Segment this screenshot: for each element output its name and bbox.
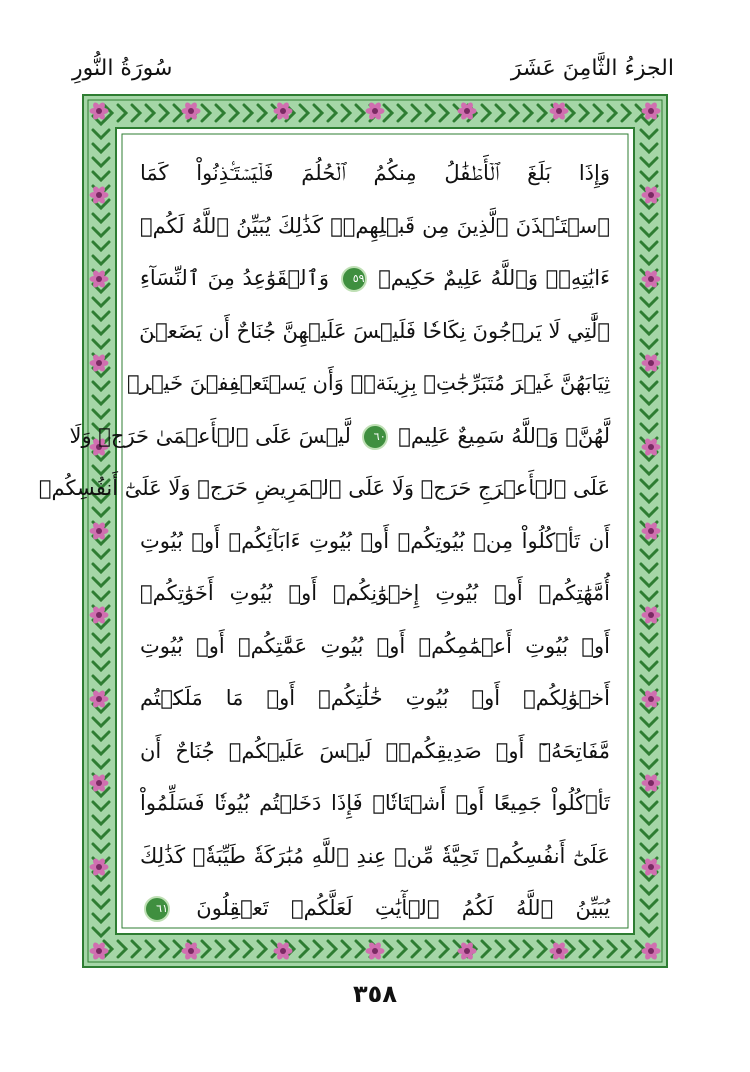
verse-text: أَوۡ بُيُوتِ أَعۡمَٰمِكُمۡ أَوۡ بُيُوتِ عَمَّٰتِكُمۡ أَوۡ بُيُوتِ [140, 633, 610, 658]
verse-line [140, 150, 610, 196]
verse-line [126, 360, 610, 406]
verse-text: لَّيۡسَ عَلَى ٱلۡأَعۡمَىٰ حَرَجٞ وَلَا [69, 423, 351, 448]
verse-line [140, 255, 610, 301]
verse-text: لَّهُنَّۗ وَٱللَّهُ سَمِيعٌ عَلِيمٞ [398, 423, 610, 448]
verse-line [140, 623, 610, 669]
verse-text: ءَايَٰتِهِۦۗ وَٱللَّهُ عَلِيمٌ حَكِيمٞ [378, 266, 610, 290]
verse-text: أَن تَأۡكُلُواْ مِنۢ بُيُوتِكُمۡ أَوۡ بُيُوتِ ءَابَآئِكُمۡ أَوۡ بُيُوتِ [140, 528, 610, 553]
verse-text: ثِيَابَهُنَّ غَيۡرَ مُتَبَرِّجَٰتِۭ بِزِينَةٖۖ وَأَن يَسۡتَعۡفِفۡنَ خَيۡرٞ [126, 371, 610, 395]
verse-line [140, 203, 610, 249]
ayah-number-marker: ٥٩ [341, 266, 367, 292]
juz-title: الجزءُ الثَّامِنَ عَشَرَ [510, 56, 674, 81]
verse-line [140, 308, 610, 354]
verse-text: وَٱلۡقَوَٰعِدُ مِنَ ٱلنِّسَآءِ [140, 266, 329, 290]
verse-line [38, 465, 610, 511]
quran-text-area [38, 150, 610, 930]
verse-text: أُمَّهَٰتِكُمۡ أَوۡ بُيُوتِ إِخۡوَٰنِكُمۡ أَوۡ بُيُوتِ أَخَوَٰتِكُمۡ [140, 581, 610, 605]
verse-line [140, 728, 610, 774]
verse-text: يُبَيِّنُ ٱللَّهُ لَكُمُ ٱلۡأٓيَٰتِ لَعَلَّكُمۡ تَعۡقِلُونَ [196, 896, 610, 920]
surah-title: سُورَةُ النُّورِ [72, 56, 173, 81]
verse-line [140, 780, 610, 826]
verse-line [140, 885, 610, 931]
page-header [72, 52, 674, 88]
verse-text: مَّفَاتِحَهُۥٓ أَوۡ صَدِيقِكُمۡۚ لَيۡسَ عَلَيۡكُمۡ جُنَاحٌ أَن [140, 738, 610, 763]
verse-text: عَلَى ٱلۡأَعۡرَجِ حَرَجٞ وَلَا عَلَى ٱلۡمَرِيضِ حَرَجٞ وَلَا عَلَىٰٓ أَنفُسِكُمۡ [38, 476, 610, 500]
verse-text: عَلَىٰٓ أَنفُسِكُمۡ تَحِيَّةٗ مِّنۡ عِندِ ٱللَّهِ مُبَٰرَكَةٗ طَيِّبَةٗۚ كَذَٰلِكَ [140, 843, 610, 868]
verse-text: ٱسۡتَـٔۡذَنَ ٱلَّذِينَ مِن قَبۡلِهِمۡۚ كَذَٰلِكَ يُبَيِّنُ ٱللَّهُ لَكُمۡ [140, 213, 610, 238]
verse-line [140, 833, 610, 879]
verse-line [140, 518, 610, 564]
ayah-number-marker: ٦١ [144, 896, 170, 922]
verse-line [69, 413, 610, 459]
verse-line [140, 570, 610, 616]
verse-line [140, 675, 610, 721]
verse-text: ٱلَّٰتِي لَا يَرۡجُونَ نِكَاحٗا فَلَيۡسَ عَلَيۡهِنَّ جُنَاحٌ أَن يَضَعۡنَ [139, 318, 610, 343]
verse-text: وَإِذَا بَلَغَ ٱلۡأَطۡفَٰلُ مِنكُمُ ٱلۡحُلُمَ فَلۡيَسۡتَـٔۡذِنُواْ كَمَا [140, 161, 610, 185]
verse-text: أَخۡوَٰلِكُمۡ أَوۡ بُيُوتِ خَٰلَٰتِكُمۡ أَوۡ مَا مَلَكۡتُم [140, 686, 610, 710]
page-number: ٣٥٨ [353, 980, 397, 1008]
verse-text: تَأۡكُلُواْ جَمِيعًا أَوۡ أَشۡتَاتٗاۚ فَإِذَا دَخَلۡتُم بُيُوتٗا فَسَلِّمُواْ [140, 791, 610, 815]
ayah-number-marker: ٦٠ [362, 424, 388, 450]
